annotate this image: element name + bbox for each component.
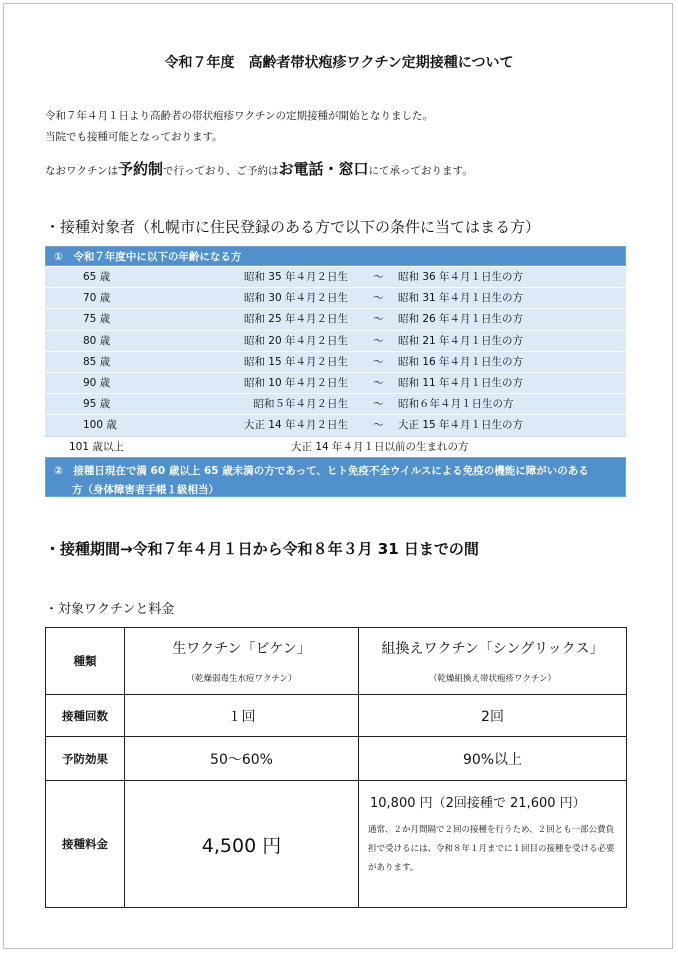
recombinant-fee-note: 通常、２か月間隔で２回の接種を行うため、２回とも一部公費負担で受けるには、令和８年１月までに１回目の接種を受ける必要があります。	[368, 825, 615, 873]
live-effect: 50～60%	[125, 737, 359, 781]
recombinant-fee: 10,800 円（2回接種で 21,600 円）	[370, 796, 586, 811]
type-label: 種類	[46, 628, 125, 695]
age-row	[45, 266, 626, 287]
period-heading: ・接種期間→令和７年４月１日から令和８年３月 31 日までの間	[45, 540, 479, 558]
effect-label: 予防効果	[46, 737, 125, 781]
recombinant-effect: 90%以上	[359, 737, 627, 781]
phone-counter-emphasis: お電話・窓口	[278, 160, 369, 178]
range-tilde: ～	[373, 334, 384, 347]
reservation-emphasis: 予約制	[117, 160, 163, 178]
row-fee	[46, 781, 627, 908]
intro-text-a: なおワクチンは	[45, 165, 118, 177]
recombinant-vaccine-sub: （乾燥組換え帯状疱疹ワクチン）	[428, 674, 557, 684]
birth-to: 昭和 36 年４月１日生の方	[398, 271, 524, 283]
vaccine-fee-table	[45, 627, 627, 908]
age-row	[45, 287, 626, 308]
birth-to: 昭和６年４月１日生の方	[398, 398, 514, 411]
age-row	[45, 330, 626, 351]
group2-line-1: ② 接種日現在で満 60 歳以上 65 歳未満の方であって、ヒト免疫不全ウイルスによる免疫の機能に障がいのある	[54, 464, 589, 477]
range-tilde: ～	[373, 355, 384, 368]
range-tilde: ～	[373, 398, 384, 411]
birth-from: 昭和 25 年４月２日生	[243, 313, 348, 326]
age-label: 75 歳	[83, 313, 111, 326]
birth-to: 昭和 16 年４月１日生の方	[398, 355, 524, 368]
age-label: 70 歳	[83, 292, 111, 305]
birth-from: 昭和 10 年４月２日生	[243, 376, 348, 389]
group1-header: ① 令和７年度中に以下の年齢になる方	[45, 246, 626, 266]
range-tilde: ～	[373, 292, 384, 305]
birth-from: 昭和 15 年４月２日生	[243, 355, 348, 368]
age-label: 85 歳	[83, 355, 111, 368]
range-tilde: ～	[373, 376, 384, 389]
age-label: 90 歳	[83, 376, 111, 389]
birth-to: 大正 15 年４月１日生の方	[398, 419, 524, 432]
live-vaccine-cell	[125, 628, 359, 695]
recombinant-vaccine-cell	[359, 628, 627, 695]
range-tilde: ～	[373, 271, 384, 283]
intro-text-c: で行っており、ご予約は	[163, 165, 279, 177]
intro-line-2: 当院でも接種可能となっております。	[45, 131, 223, 143]
page-title: 令和７年度 高齢者帯状疱疹ワクチン定期接種について	[164, 55, 514, 71]
age-row	[45, 393, 626, 414]
birth-from: 昭和 35 年４月２日生	[243, 271, 348, 283]
age-row	[45, 351, 626, 372]
birth-from: 昭和５年４月２日生	[253, 398, 348, 411]
age-row-101-plus	[45, 436, 626, 457]
recombinant-count: 2回	[359, 695, 627, 737]
range-tilde: ～	[373, 313, 384, 326]
birth-from: 大正 14 年４月２日生	[243, 419, 348, 432]
eligibility-table	[45, 246, 626, 497]
group2-line-2: 方（身体障害者手帳１級相当）	[72, 483, 219, 496]
birth-to: 昭和 21 年４月１日生の方	[398, 334, 524, 347]
age-row	[45, 308, 626, 329]
age-rows	[45, 266, 626, 436]
recombinant-vaccine-name: 組換えワクチン「シングリックス」	[381, 641, 604, 657]
eligibility-heading: ・接種対象者（札幌市に住民登録のある方で以下の条件に当てはまる方）	[45, 218, 541, 236]
age-label: 80 歳	[83, 334, 111, 347]
intro-line-1: 令和７年４月１日より高齢者の帯状疱疹ワクチンの定期接種が開始となりました。	[45, 110, 433, 122]
birth-range: 大正 14 年４月１日以前の生まれの方	[291, 440, 469, 453]
birth-from: 昭和 20 年４月２日生	[243, 334, 348, 347]
age-row	[45, 372, 626, 393]
intro-line-3	[45, 158, 473, 179]
birth-to: 昭和 11 年４月１日生の方	[398, 376, 524, 389]
row-effect	[46, 737, 627, 781]
birth-to: 昭和 26 年４月１日生の方	[398, 313, 524, 326]
count-label: 接種回数	[46, 695, 125, 737]
group2-row	[45, 457, 626, 497]
birth-from: 昭和 30 年４月２日生	[243, 292, 348, 305]
fee-label: 接種料金	[46, 781, 125, 908]
live-fee: 4,500 円	[125, 781, 359, 908]
row-type	[46, 628, 627, 695]
age-label: 65 歳	[83, 271, 111, 283]
birth-to: 昭和 31 年４月１日生の方	[398, 292, 524, 305]
vaccine-heading: ・対象ワクチンと料金	[45, 602, 175, 617]
live-count: １回	[125, 695, 359, 737]
recombinant-fee-cell	[359, 781, 627, 908]
live-vaccine-name: 生ワクチン「ビケン」	[172, 641, 311, 657]
age-label: 95 歳	[83, 398, 111, 411]
row-count	[46, 695, 627, 737]
intro-text-e: にて承っております。	[368, 165, 473, 177]
live-vaccine-sub: （乾燥弱毒生水痘ワクチン）	[186, 674, 297, 684]
age-label: 101 歳以上	[69, 440, 124, 453]
range-tilde: ～	[373, 419, 384, 432]
age-label: 100 歳	[83, 419, 117, 432]
age-row	[45, 414, 626, 435]
